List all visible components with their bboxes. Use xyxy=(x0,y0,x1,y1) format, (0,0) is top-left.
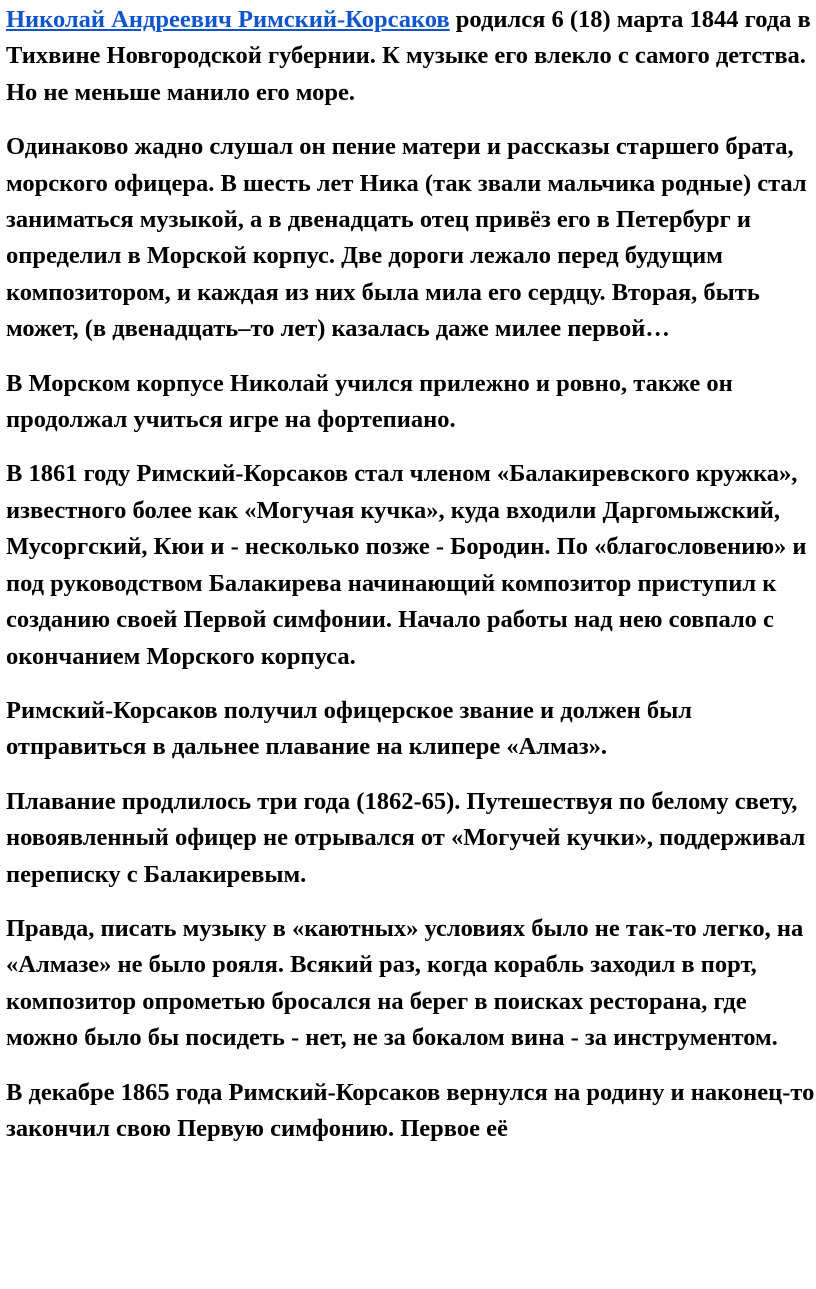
paragraph-officer-rank xyxy=(6,693,816,766)
paragraph-return-home xyxy=(6,1075,816,1148)
paragraph-naval-corps xyxy=(6,366,816,439)
paragraph-birth-text: родился 6 (18) марта 1844 года в Тихвине Новгородской губернии. К музыке его влекло с самого детства. Но не меньше манило его море. xyxy=(6,6,811,106)
paragraph-voyage xyxy=(6,784,816,893)
paragraph-balakirev-circle xyxy=(6,456,816,674)
paragraph-officer-rank-text: Римский-Корсаков получил офицерское звание и должен был отправиться в дальнее плавание на клипере «Алмаз». xyxy=(6,696,693,761)
paragraph-childhood xyxy=(6,129,816,347)
paragraph-voyage-text: Плавание продлилось три года (1862-65). Путешествуя по белому свету, новоявленный офицер не отрывался от «Могучей кучки», поддерживал переписку с Балакиревым. xyxy=(6,787,806,888)
paragraph-childhood-text: Одинаково жадно слушал он пение матери и рассказы старшего брата, морского офицера. В шесть лет Ника (так звали мальчика родные) стал заниматься музыкой, а в двенадцать отец привёз его в Петербург и определил в Морской корпус. Две дороги лежало перед будущим композитором, и каждая из них была мила его сердцу. Вторая, быть может, (в двенадцать–то лет) казалась даже милее первой… xyxy=(6,133,807,343)
paragraph-birth xyxy=(6,2,816,111)
paragraph-balakirev-circle-text: В 1861 году Римский-Корсаков стал членом «Балакиревского кружка», известного более как «Могучая кучка», куда входили Даргомыжский, Мусоргский, Кюи и - несколько позже - Бородин. По «благословению» и под руководством Балакирева начинающий композитор приступил к созданию своей Первой симфонии. Начало работы над нею совпало с окончанием Морского корпуса. xyxy=(6,460,807,670)
paragraph-return-home-text: В декабре 1865 года Римский-Корсаков вернулся на родину и наконец-то закончил свою Первую симфонию. Первое её xyxy=(6,1078,815,1142)
paragraph-naval-corps-text: В Морском корпусе Николай учился прилежно и ровно, также он продолжал учиться игре на фортепиано. xyxy=(6,369,733,434)
composer-name-link[interactable]: Николай Андреевич Римский-Корсаков xyxy=(6,6,450,33)
paragraph-composing-at-sea xyxy=(6,911,816,1057)
paragraph-composing-at-sea-text: Правда, писать музыку в «каютных» условиях было не так-то легко, на «Алмазе» не было рояля. Всякий раз, когда корабль заходил в порт, композитор опрометью бросался на берег в поисках ресторана, где можно было бы посидеть - нет, не за бокалом вина - за инструментом. xyxy=(6,914,804,1052)
